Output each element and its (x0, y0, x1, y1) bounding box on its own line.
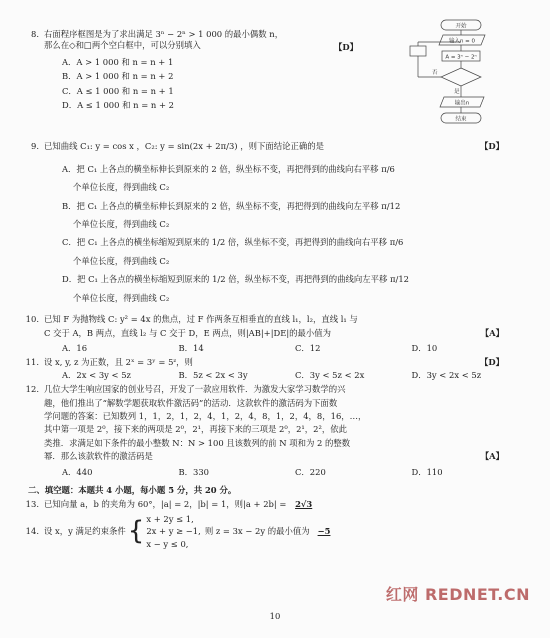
question-stem-line: 类推．求满足如下条件的最小整数 N：N > 100 且该数列的前 N 项和为 2 的整数 (44, 437, 351, 448)
choice-d-line2: 个单位长度，得到曲线 C₂ (73, 292, 170, 303)
constraint-brace: { (127, 516, 145, 547)
answer-value: 2√3 (295, 499, 313, 510)
question-number: 8. (31, 29, 39, 39)
choice-d: D．110 (411, 466, 443, 477)
choice-c: C．220 (295, 466, 326, 477)
page-number: 10 (269, 610, 281, 621)
question-stem-line: 那么在◇和□两个空白框中，可以分别填入 (44, 40, 201, 51)
flow-decision-node (441, 68, 481, 86)
constraint-3: x − y ≤ 0, (146, 538, 189, 549)
question-12 (22, 385, 528, 476)
choice-c: C．12 (295, 342, 321, 353)
question-stem-line: 已知 F 为抛物线 C: y² = 4x 的焦点，过 F 作两条互相垂直的直线 l₁，l₂，直线 l₁ 与 (44, 314, 358, 325)
answer-label: 【D】 (479, 357, 504, 368)
flowchart-diagram (406, 18, 516, 153)
flow-blank-box (410, 46, 426, 56)
choice-d: D．10 (411, 342, 438, 353)
choice-b-line2: 个单位长度，得到曲线 C₂ (73, 219, 170, 230)
choice-c-line1: C．把 C₁ 上各点的横坐标缩短到原来的 1/2 倍，纵坐标不变，再把得到的曲线向右平移 π/6 (62, 237, 404, 248)
choice-d: D．3y < 2x < 5z (411, 369, 482, 380)
question-stem-line: 学问题的答案：已知数列 1，1，2，1，2，4，1，2，4，8，1，2，4，8，16，…， (44, 410, 367, 421)
choice-b-line1: B．把 C₁ 上各点的横坐标伸长到原来的 2 倍，纵坐标不变，再把得到的曲线向左平移 π/12 (62, 200, 401, 211)
choice-a-line2: 个单位长度，得到曲线 C₂ (73, 182, 170, 193)
flow-end-label: 结束 (455, 116, 467, 123)
choice-a: A．440 (62, 466, 93, 477)
constraint-1: x + 2y ≤ 1, (146, 513, 194, 524)
question-stem-line: 其中第一项是 2⁰，接下来的两项是 2⁰，2¹，再接下来的三项是 2⁰，2¹，2²，依此 (44, 424, 347, 435)
question-number: 10. (25, 314, 39, 325)
watermark-logo: 红网 REDNET.CN (385, 585, 530, 604)
constraint-list (146, 515, 200, 548)
question-14 (22, 515, 528, 548)
choice-d-line1: D．把 C₁ 上各点的横坐标缩短到原来的 1/2 倍，纵坐标不变，再把得到的曲线向左平移 π/12 (62, 274, 409, 285)
question-stem-line: 幂．那么该款软件的激活码是 (44, 451, 153, 462)
choice-a-line1: A．把 C₁ 上各点的横坐标伸长到原来的 2 倍，纵坐标不变，再把得到的曲线向右平移 π/6 (62, 163, 395, 174)
constraint-2: 2x + y ≥ −1, (146, 526, 201, 537)
section-heading-fill-in: 二、填空题：本题共 4 小题，每小题 5 分，共 20 分。 (28, 484, 237, 495)
question-number: 12. (25, 384, 39, 395)
question-stem-line: 几位大学生响应国家的创业号召，开发了一款应用软件．为激发大家学习数学的兴 (44, 384, 346, 395)
choice-a: A．16 (62, 342, 88, 353)
choice-a: A．A > 1 000 和 n = n + 1 (62, 56, 174, 67)
flow-no-label: 否 (432, 70, 438, 76)
choice-a: A．2x < 3y < 5z (62, 369, 131, 380)
question-stem: 已知向量 a，b 的夹角为 60°，|a| = 2，|b| = 1，则|a + 2b| = (44, 499, 287, 510)
question-13 (22, 500, 528, 508)
question-9 (22, 142, 528, 302)
question-number: 9. (31, 141, 39, 152)
question-11 (22, 358, 528, 379)
choice-c: C．3y < 5z < 2x (295, 369, 365, 380)
question-10 (22, 315, 528, 352)
choice-c: C．A ≤ 1 000 和 n = n + 1 (62, 85, 174, 96)
question-stem: 设 x, y, z 为正数，且 2ˣ = 3ʸ = 5ᶻ，则 (44, 357, 193, 368)
choice-c-line2: 个单位长度，得到曲线 C₂ (73, 255, 170, 266)
answer-label: 【A】 (480, 451, 504, 462)
answer-label: 【D】 (333, 42, 358, 52)
flow-output-label: 输出n (454, 100, 470, 107)
question-stem-line: 右面程序框图是为了求出满足 3ⁿ − 2ⁿ > 1 000 的最小偶数 n， (44, 29, 284, 39)
question-stem-line: 趣，他们推出了“解数学题获取软件激活码”的活动．这款软件的激活码为下面数 (44, 397, 338, 408)
flow-start-label: 开始 (455, 23, 467, 30)
choice-b: B．14 (178, 342, 204, 353)
question-stem-post: 则 z = 3x − 2y 的最小值为 (204, 526, 310, 537)
flow-process-label: A = 3ⁿ − 2ⁿ (445, 54, 477, 61)
choice-d: D．A ≤ 1 000 和 n = n + 2 (62, 100, 174, 111)
question-stem-pre: 设 x，y 满足约束条件 (44, 526, 126, 537)
question-number: 11. (25, 357, 39, 368)
flow-yes-label: 是 (454, 89, 460, 95)
question-stem-line: C 交于 A，B 两点，直线 l₂ 与 C 交于 D，E 两点，则|AB|+|DE|的最小值为 (44, 327, 332, 338)
flow-input-label: 输入n = 0 (448, 38, 476, 45)
question-number: 13. (25, 499, 39, 510)
question-number: 14. (25, 526, 39, 537)
question-stem: 已知曲线 C₁: y = cos x ，C₂: y = sin(2x + 2π/3) ，则下面结论正确的是 (44, 141, 324, 152)
choice-b: B．5z < 2x < 3y (178, 369, 248, 380)
answer-value: −5 (317, 526, 331, 537)
choice-b: B．330 (178, 466, 210, 477)
answer-label: 【D】 (479, 141, 504, 152)
choice-b: B．A > 1 000 和 n = n + 2 (62, 71, 174, 82)
answer-label: 【A】 (480, 328, 504, 339)
